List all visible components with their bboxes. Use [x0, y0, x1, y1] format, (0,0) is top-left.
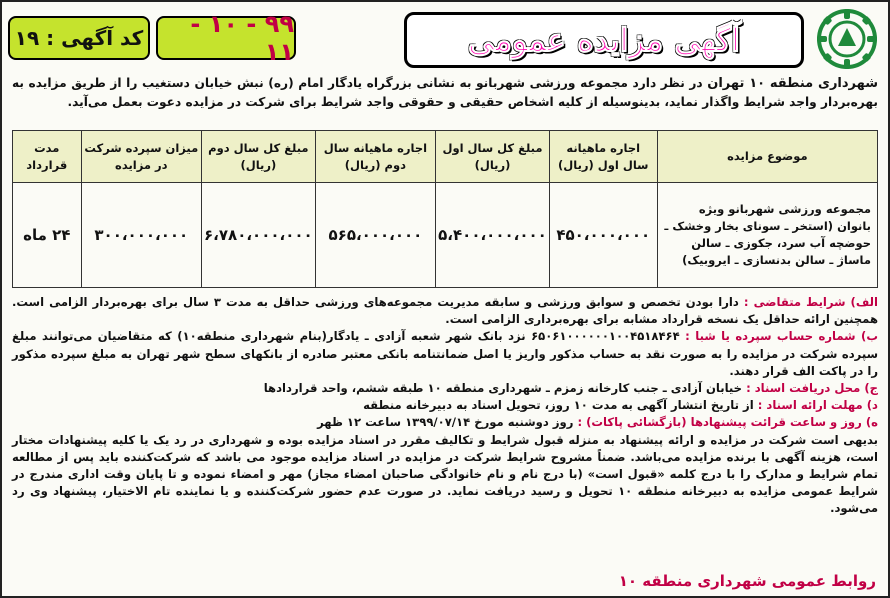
- cell-rent-y2: ۵۶۵،۰۰۰،۰۰۰: [315, 183, 435, 288]
- title-banner: [404, 12, 804, 68]
- date-box: [156, 10, 296, 66]
- col-header-duration: مدت قرارداد: [13, 131, 82, 183]
- condition-b-label: ب) شماره حساب سپرده یا شبا :: [685, 329, 878, 344]
- ad-code: کد آگهی : ۱۹: [14, 26, 144, 50]
- col-header-deposit: میزان سپرده شرکت در مزایده: [81, 131, 201, 183]
- table-header-row: [13, 131, 878, 183]
- intro-text: در نظر دارد مجموعه ورزشی شهربانو به نشانی بزرگراه یادگار امام (ره) نبش خیابان دستغیب را از طریق مزایده به بهره‌بردار واجد شرایط واگذار نماید، بدینوسیله از کلیه اشخاص حقیقی و حقوقی واجد شرایط برای شرکت در مزایده دعوت بعمل می‌آید.: [12, 76, 878, 109]
- header: [8, 8, 882, 70]
- org-name: شهرداری منطقه ۱۰ تهران: [707, 76, 879, 91]
- ad-date: ۹۹ - ۱۰ - ۱۱: [190, 10, 294, 66]
- cell-rent-y1: ۴۵۰،۰۰۰،۰۰۰: [549, 183, 657, 288]
- col-header-rent-y1: اجاره ماهیانه سال اول (ریال): [549, 131, 657, 183]
- condition-a: [12, 294, 878, 328]
- condition-e-label: ه) روز و ساعت قرائت پیشنهادها (بازگشائی پاکات) :: [577, 415, 878, 430]
- conditions-section: [12, 294, 878, 518]
- col-header-total-y2: مبلغ کل سال دوم (ریال): [202, 131, 316, 183]
- auction-table: [12, 130, 878, 288]
- col-header-total-y1: مبلغ کل سال اول (ریال): [436, 131, 550, 183]
- condition-c: [12, 380, 878, 397]
- col-header-subject: موضوع مزایده: [657, 131, 877, 183]
- ad-code-box: [8, 16, 150, 60]
- cell-total-y2: ۶،۷۸۰،۰۰۰،۰۰۰: [202, 183, 316, 288]
- condition-a-label: الف) شرایط متقاضی :: [743, 295, 878, 309]
- tehran-municipality-logo-icon: [814, 8, 880, 70]
- closing-paragraph: بدیهی است شرکت در مزایده و ارائه پیشنهاد به منزله قبول شرایط و تکالیف مقرر در اسناد مزایده بوده و شهرداری در رد یک یا کلیه پیشنهادات مختار است، هزینه آگهی با برنده مزایده می‌باشد. ضمناً مشروح شرایط شرکت در مزایده در اسناد مزایده موجود می باشد که شرکت‌کننده باید پس از مطالعه تمام شرایط و مدارک را با درج کلمه «قبول است» (با درج نام و نام خانوادگی صاحبان امضاء مجاز) مهر و امضاء نموده و تا پایان وقت اداری مندرج در شرایط عمومی مزایده به دبیرخانه منطقه ۱۰ تحویل و رسید دریافت نماید. در صورت عدم حضور شرکت‌کننده و یا نماینده تام الاختیار، پیشنهاد وی رد می‌شود.: [12, 432, 878, 516]
- table-row: [13, 183, 878, 288]
- intro-paragraph: [12, 74, 878, 112]
- cell-total-y1: ۵،۴۰۰،۰۰۰،۰۰۰: [436, 183, 550, 288]
- condition-b: [12, 328, 878, 380]
- col-header-rent-y2: اجاره ماهیانه سال دوم (ریال): [315, 131, 435, 183]
- condition-b-text: ۶۵۰۶۱۰۰۰۰۰۰۱۰۰۴۵۱۸۴۶۴ نزد بانک شهر شعبه آزادی ـ یادگار(بنام شهرداری منطقه۱۰) که متقاضیان می‌توانند مبلغ سپرده شرکت در مزایده را به صورت نقد به حساب مذکور واریز یا اصل ضمانتنامه بانکی معتبر صادره از بانکهای سطح شهر تهران به مبلغ سپرده مذکور را در پاکت الف قرار دهند.: [12, 329, 878, 378]
- condition-c-text: خیابان آزادی ـ جنب کارخانه زمزم ـ شهرداری منطقه ۱۰ طبقه ششم، واحد قراردادها: [263, 381, 747, 396]
- condition-c-label: ج) محل دریافت اسناد :: [746, 381, 878, 396]
- cell-deposit: ۳۰۰،۰۰۰،۰۰۰: [81, 183, 201, 288]
- footer-signature: روابط عمومی شهرداری منطقه ۱۰: [618, 572, 876, 590]
- ad-title: آگهی مزایده عمومی: [468, 21, 740, 59]
- condition-d-label: د) مهلت ارائه اسناد :: [757, 398, 878, 413]
- condition-a-text: دارا بودن تخصص و سوابق ورزشی و سابقه مدیریت مجموعه‌های ورزشی حداقل به مدت ۳ سال برای بهره‌بردار الزامی است. همچنین ارائه حداقل یک نسخه قرارداد مشابه برای بهره‌برداری الزامی است.: [12, 295, 878, 327]
- condition-e-text: روز دوشنبه مورخ ۱۳۹۹/۰۷/۱۴ ساعت ۱۲ ظهر: [317, 415, 578, 430]
- condition-d: [12, 397, 878, 414]
- cell-subject: مجموعه ورزشی شهربانو ویژه بانوان (استخر ـ سونای بخار وخشک ـ حوضچه آب سرد، جکوزی ـ سالن ماساژ ـ سالن بدنسازی ـ ایروبیک): [657, 183, 877, 288]
- cell-duration: ۲۴ ماه: [13, 183, 82, 288]
- condition-d-text: از تاریخ انتشار آگهی به مدت ۱۰ روز، تحویل اسناد به دبیرخانه منطقه: [363, 398, 758, 413]
- condition-e: [12, 414, 878, 431]
